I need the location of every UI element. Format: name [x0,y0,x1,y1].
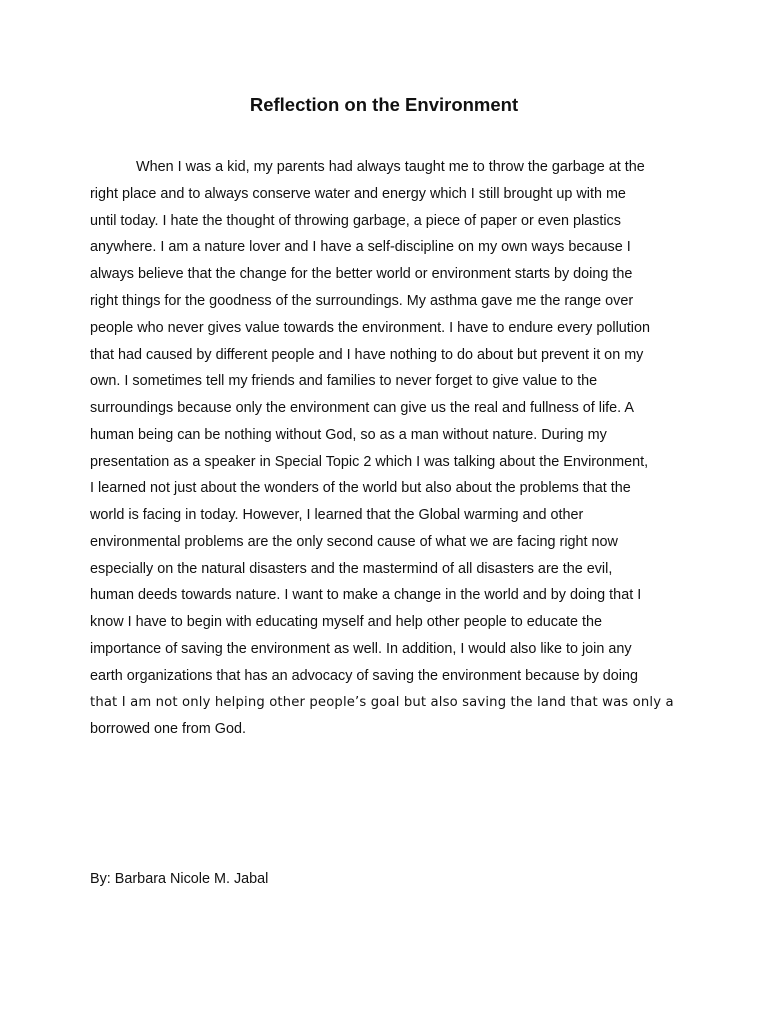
essay-line: that I am not only helping other people’s goal but also saving the land that was only a [90,695,674,710]
essay-line: human deeds towards nature. I want to make a change in the world and by doing that I [90,587,642,603]
essay-line: importance of saving the environment as well. In addition, I would also like to join any [90,641,632,657]
essay-line: presentation as a speaker in Special Topic 2 which I was talking about the Environment, [90,454,649,470]
essay-line: own. I sometimes tell my friends and families to never forget to give value to the [90,373,598,389]
essay-line: always believe that the change for the better world or environment starts by doing the [90,266,633,282]
essay-line: I learned not just about the wonders of the world but also about the problems that the [90,480,631,496]
essay-line: anywhere. I am a nature lover and I have a self-discipline on my own ways because I [90,239,631,255]
essay-line: right place and to always conserve water and energy which I still brought up with me [90,186,626,202]
essay-line: surroundings because only the environment can give us the real and fullness of life. A [90,400,634,416]
essay-line: people who never gives value towards the environment. I have to endure every pollution [90,320,650,336]
essay-line: right things for the goodness of the surroundings. My asthma gave me the range over [90,293,634,309]
essay-line: environmental problems are the only second cause of what we are facing right now [90,534,618,550]
essay-line: know I have to begin with educating myself and help other people to educate the [90,614,603,630]
essay-line: world is facing in today. However, I learned that the Global warming and other [90,507,584,523]
essay-line: human being can be nothing without God, so as a man without nature. During my [90,427,607,443]
essay-line: borrowed one from God. [90,721,246,737]
essay-line: earth organizations that has an advocacy of saving the environment because by doing [90,668,638,684]
essay-line: that had caused by different people and I have nothing to do about but prevent it on my [90,347,644,363]
essay-line: especially on the natural disasters and the mastermind of all disasters are the evil, [90,561,613,577]
author-byline: By: Barbara Nicole M. Jabal [90,871,269,887]
essay-line: When I was a kid, my parents had always taught me to throw the garbage at the [136,159,645,175]
document-title: Reflection on the Environment [249,94,519,115]
essay-line: until today. I hate the thought of throwing garbage, a piece of paper or even plastics [90,213,621,229]
